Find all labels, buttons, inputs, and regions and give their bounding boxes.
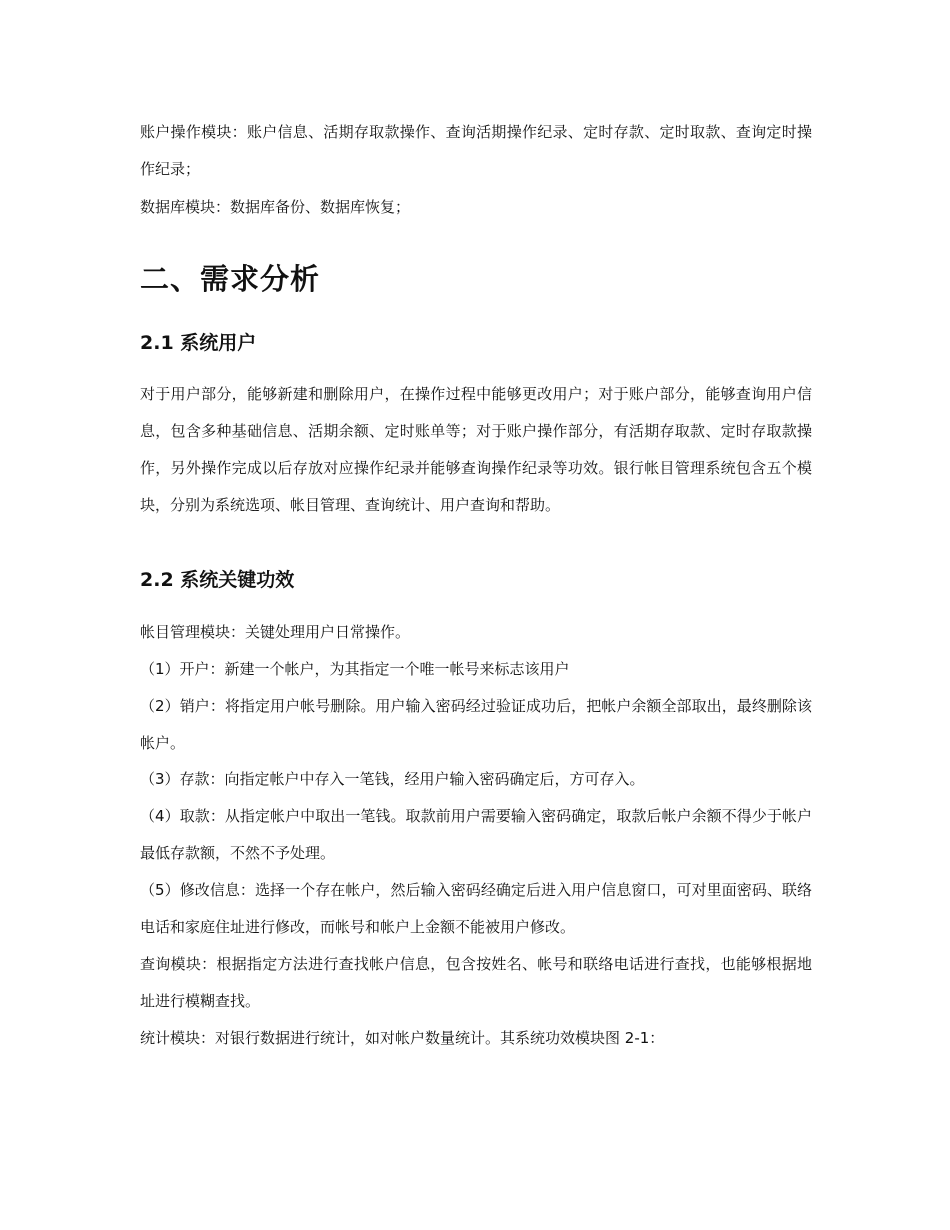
subsection-title-key-functions: 2.2 系统关键功效 — [140, 569, 295, 591]
section-title: 二、需求分析 — [140, 262, 321, 296]
paragraph-account-management-module: 帐目管理模块：关键处理用户日常操作。 — [140, 623, 411, 641]
list-item-modify-info: （5）修改信息：选择一个存在帐户，然后输入密码经确定后进入用户信息窗口，可对里面密码、联络电话和家庭住址进行修改，而帐号和帐户上金额不能被用户修改。 — [140, 881, 812, 936]
list-item-withdraw: （4）取款：从指定帐户中取出一笔钱。取款前用户需要输入密码确定，取款后帐户余额不得少于帐户最低存款额，不然不予处理。 — [140, 807, 812, 862]
list-item-open-account: （1）开户：新建一个帐户，为其指定一个唯一帐号来标志该用户 — [140, 660, 570, 678]
paragraph-database-module: 数据库模块：数据库备份、数据库恢复； — [140, 198, 411, 216]
paragraph-statistics-module: 统计模块：对银行数据进行统计，如对帐户数量统计。其系统功效模块图 2-1： — [140, 1029, 665, 1047]
list-item-close-account: （2）销户：将指定用户帐号删除。用户输入密码经过验证成功后，把帐户余额全部取出，最终删除该帐户。 — [140, 697, 812, 752]
subsection-title-system-users: 2.1 系统用户 — [140, 332, 257, 354]
list-item-deposit: （3）存款：向指定帐户中存入一笔钱，经用户输入密码确定后，方可存入。 — [140, 770, 645, 788]
paragraph-system-users: 对于用户部分，能够新建和删除用户，在操作过程中能够更改用户；对于账户部分，能够查询用户信息，包含多种基础信息、活期余额、定时账单等；对于账户操作部分，有活期存取款、定时存取款操作，另外操作完成以后存放对应操作纪录并能够查询操作纪录等功效。银行帐目管理系统包含五个模块，分别为系统选项、帐目管理、查询统计、用户查询和帮助。 — [140, 385, 812, 514]
paragraph-query-module: 查询模块：根据指定方法进行查找帐户信息，包含按姓名、帐号和联络电话进行查找，也能够根据地址进行模糊查找。 — [140, 955, 812, 1010]
paragraph-account-operation-module: 账户操作模块：账户信息、活期存取款操作、查询活期操作纪录、定时存款、定时取款、查询定时操作纪录； — [140, 123, 812, 178]
